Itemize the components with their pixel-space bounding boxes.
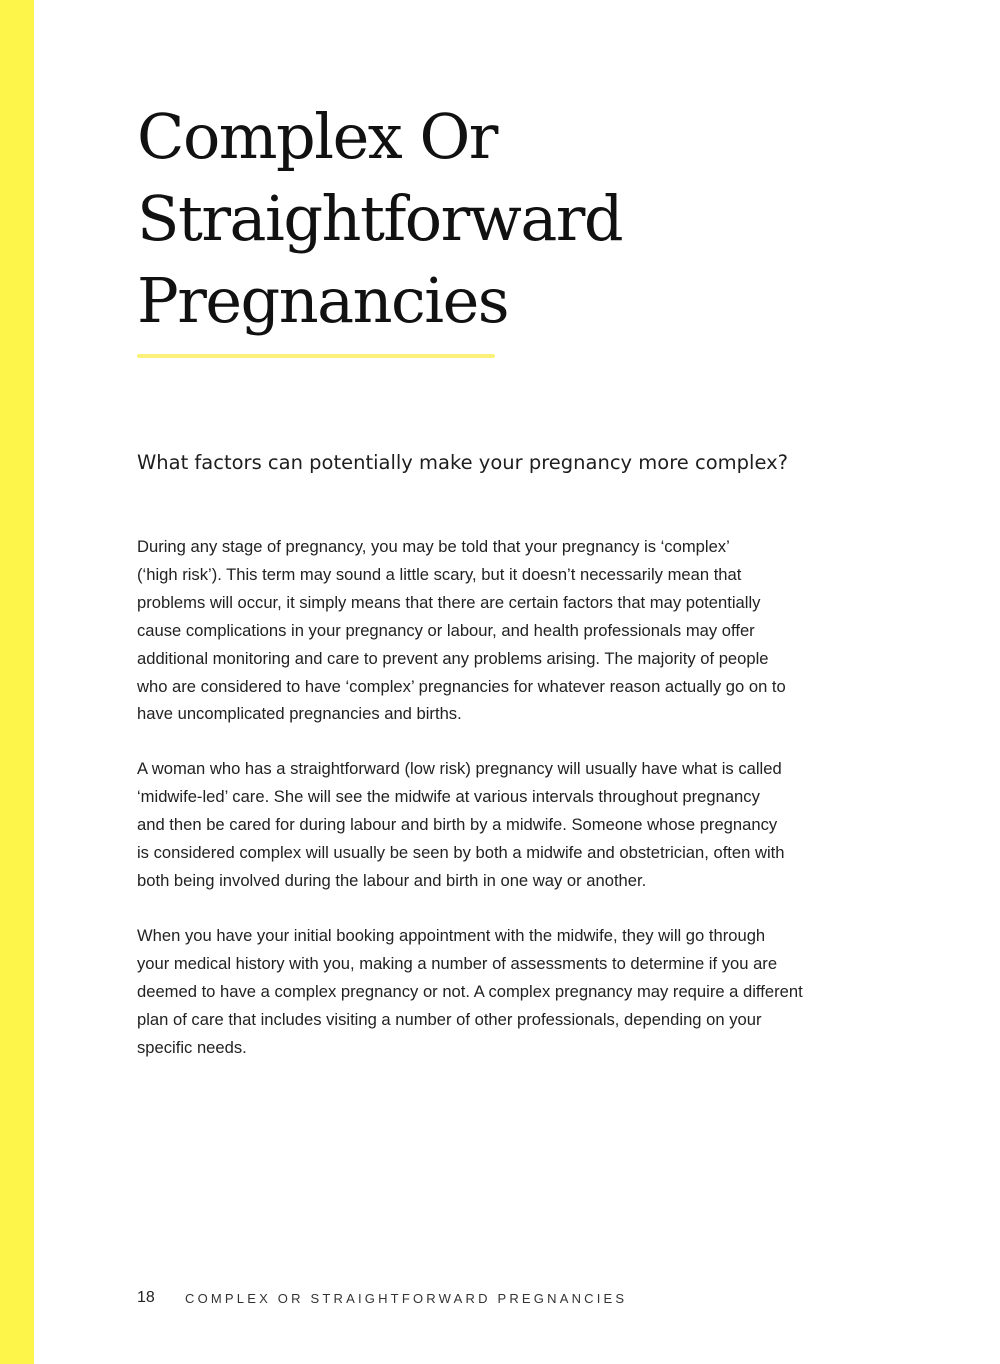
title-underline	[137, 354, 495, 358]
title-line: Complex Or	[137, 100, 497, 173]
paragraph-line: is considered complex will usually be seen by both a midwife and obstetrician, often with	[137, 842, 785, 862]
title-line: Pregnancies	[137, 264, 509, 337]
body-paragraph	[137, 922, 803, 1062]
paragraph-line: both being involved during the labour and birth in one way or another.	[137, 870, 647, 890]
paragraph-line: who are considered to have ‘complex’ pregnancies for whatever reason actually go on to	[137, 676, 786, 696]
section-subheading: What factors can potentially make your pregnancy more complex?	[137, 451, 788, 474]
paragraph-line: When you have your initial booking appointment with the midwife, they will go through	[137, 926, 766, 945]
paragraph-line: During any stage of pregnancy, you may be told that your pregnancy is ‘complex’	[137, 537, 730, 556]
paragraph-line: problems will occur, it simply means that there are certain factors that may potentially	[137, 592, 761, 612]
running-head: COMPLEX OR STRAIGHTFORWARD PREGNANCIES	[185, 1290, 628, 1306]
paragraph-line: and then be cared for during labour and birth by a midwife. Someone whose pregnancy	[137, 814, 778, 834]
paragraph-line: additional monitoring and care to prevent any problems arising. The majority of people	[137, 648, 769, 668]
page-footer	[137, 1286, 627, 1310]
paragraph-line: your medical history with you, making a number of assessments to determine if you are	[137, 953, 778, 973]
paragraph-line: (‘high risk’). This term may sound a little scary, but it doesn’t necessarily mean that	[137, 564, 742, 584]
body-paragraph	[137, 755, 785, 895]
paragraph-line: A woman who has a straightforward (low risk) pregnancy will usually have what is called	[137, 759, 782, 778]
page-number: 18	[137, 1289, 155, 1306]
paragraph-line: plan of care that includes visiting a number of other professionals, depending on your	[137, 1009, 762, 1029]
paragraph-line: have uncomplicated pregnancies and births.	[137, 704, 462, 724]
yellow-spine-bar	[0, 0, 34, 1364]
paragraph-line: deemed to have a complex pregnancy or not. A complex pregnancy may require a different	[137, 981, 803, 1001]
paragraph-line: cause complications in your pregnancy or labour, and health professionals may offer	[137, 620, 755, 640]
title-line: Straightforward	[137, 182, 623, 255]
page-title	[137, 96, 622, 342]
paragraph-line: specific needs.	[137, 1037, 247, 1057]
body-paragraph	[137, 533, 786, 728]
paragraph-line: ‘midwife-led’ care. She will see the midwife at various intervals throughout pregnancy	[137, 786, 760, 806]
